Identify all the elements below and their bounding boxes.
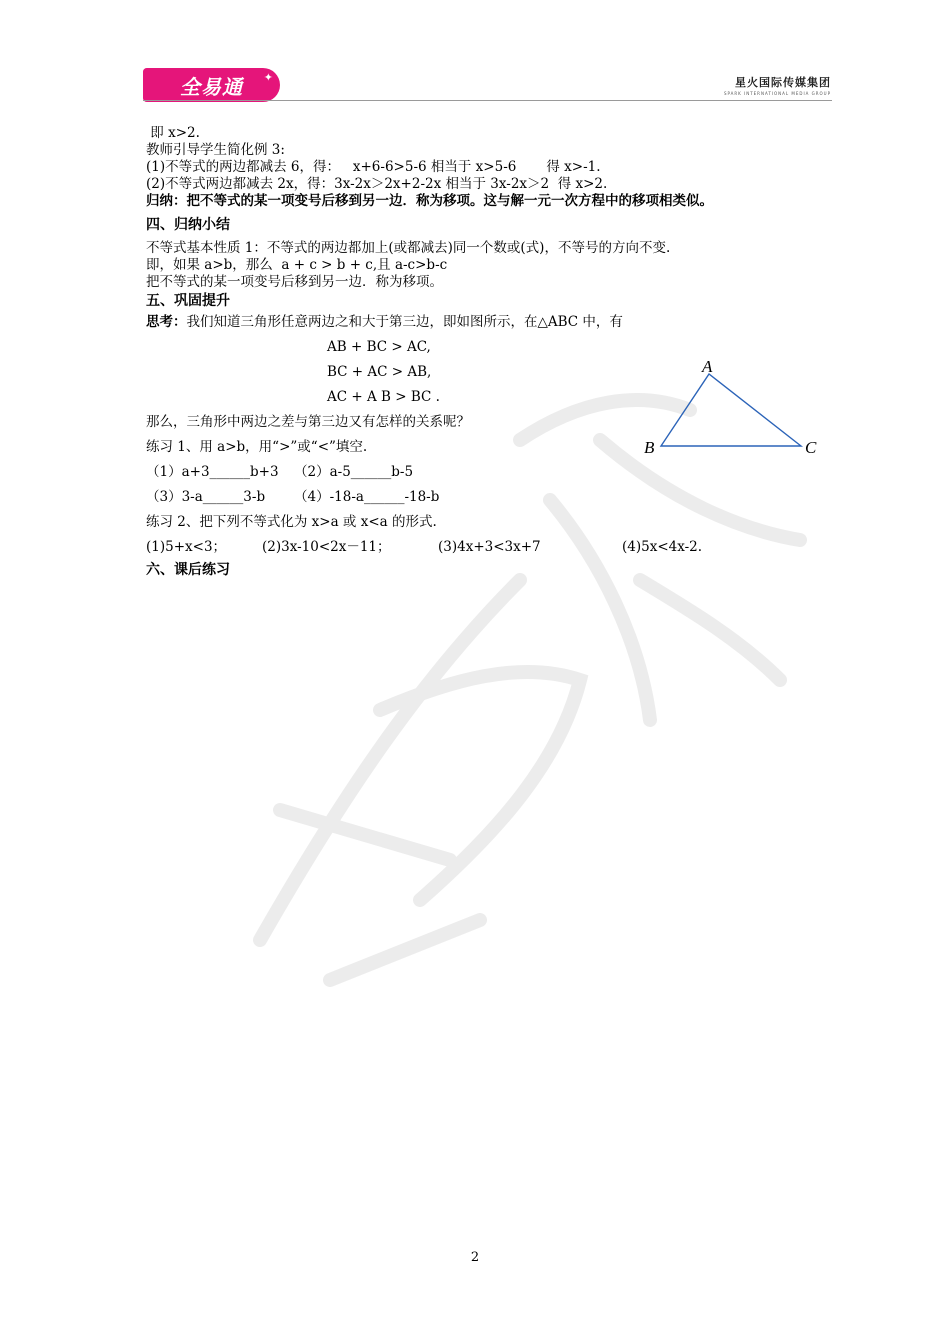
summary-paragraph: 归纳：把不等式的某一项变号后移到另一边．称为移项。这与解一元一次方程中的移项相类似。 — [146, 193, 713, 209]
inequality-line: AB + BC > AC, — [327, 339, 431, 355]
think-text: 我们知道三角形任意两边之和大于第三边，即如图所示，在△ABC 中，有 — [186, 314, 623, 330]
vertex-label-c: C — [805, 438, 817, 457]
section-heading-6: 六、课后练习 — [146, 562, 230, 578]
brand-logo — [143, 68, 280, 102]
company-name-cn: 星火国际传媒集团 — [735, 76, 831, 89]
exercise-1-title: 练习 1、用 a>b，用“>”或“<”填空. — [146, 439, 368, 455]
think-paragraph — [146, 314, 830, 331]
company-name-en: SPARK INTERNATIONAL MEDIA GROUP — [723, 91, 831, 96]
company-name — [724, 74, 831, 96]
exercise-item: （2）a-5______b-5 — [294, 464, 414, 480]
logo-text: 全易通 — [180, 74, 243, 99]
vertex-label-b: B — [644, 438, 655, 457]
think-label: 思考： — [146, 314, 187, 330]
exercise-item: （3）3-a______3-b — [146, 489, 266, 505]
vertex-label-a: A — [702, 357, 713, 376]
triangle-outline — [661, 374, 801, 446]
triangle-abc-figure — [640, 352, 830, 464]
exercise-item: (3)4x+3<3x+7 — [438, 539, 541, 555]
exercise-item: (4)5x<4x-2. — [622, 539, 703, 555]
exercise-1-row — [146, 485, 830, 510]
text-line: 把不等式的某一项变号后移到另一边．称为移项。 — [146, 274, 443, 290]
exercise-item: （1）a+3______b+3 — [146, 464, 279, 480]
exercise-item: (2)3x-10<2x－11； — [262, 539, 391, 555]
inequality-line: AC + A B > BC . — [327, 389, 440, 405]
text-line: (2)不等式两边都减去 2x，得：3x-2x＞2x+2-2x 相当于 3x-2x＞2 得 x>2. — [146, 176, 608, 192]
text-line: 教师引导学生简化例 3: — [146, 142, 285, 158]
exercise-2-title: 练习 2、把下列不等式化为 x>a 或 x<a 的形式. — [146, 514, 437, 530]
question-line: 那么，三角形中两边之差与第三边又有怎样的关系呢？ — [146, 414, 470, 430]
text-line: 即，如果 a>b，那么 a + c > b + c,且 a-c>b-c — [146, 257, 448, 273]
text-line: 即 x>2. — [146, 125, 200, 141]
exercise-2-row — [146, 535, 830, 560]
inequality-line: BC + AC > AB, — [327, 364, 432, 380]
section-heading-5: 五、巩固提升 — [146, 293, 230, 309]
exercise-item: （4）-18-a______-18-b — [294, 489, 440, 505]
header-divider — [143, 100, 832, 101]
text-line: (1)不等式的两边都减去 6，得： x+6-6>5-6 相当于 x>5-6 得 x>-1. — [146, 159, 601, 175]
text-line: 不等式基本性质 1：不等式的两边都加上(或都减去)同一个数或(式)，不等号的方向不变. — [146, 240, 671, 256]
sparkle-icon: ✦ — [263, 71, 274, 84]
exercise-item: (1)5+x<3； — [146, 539, 227, 555]
section-heading-4: 四、归纳小结 — [146, 217, 230, 233]
page-number: 2 — [470, 1250, 480, 1265]
